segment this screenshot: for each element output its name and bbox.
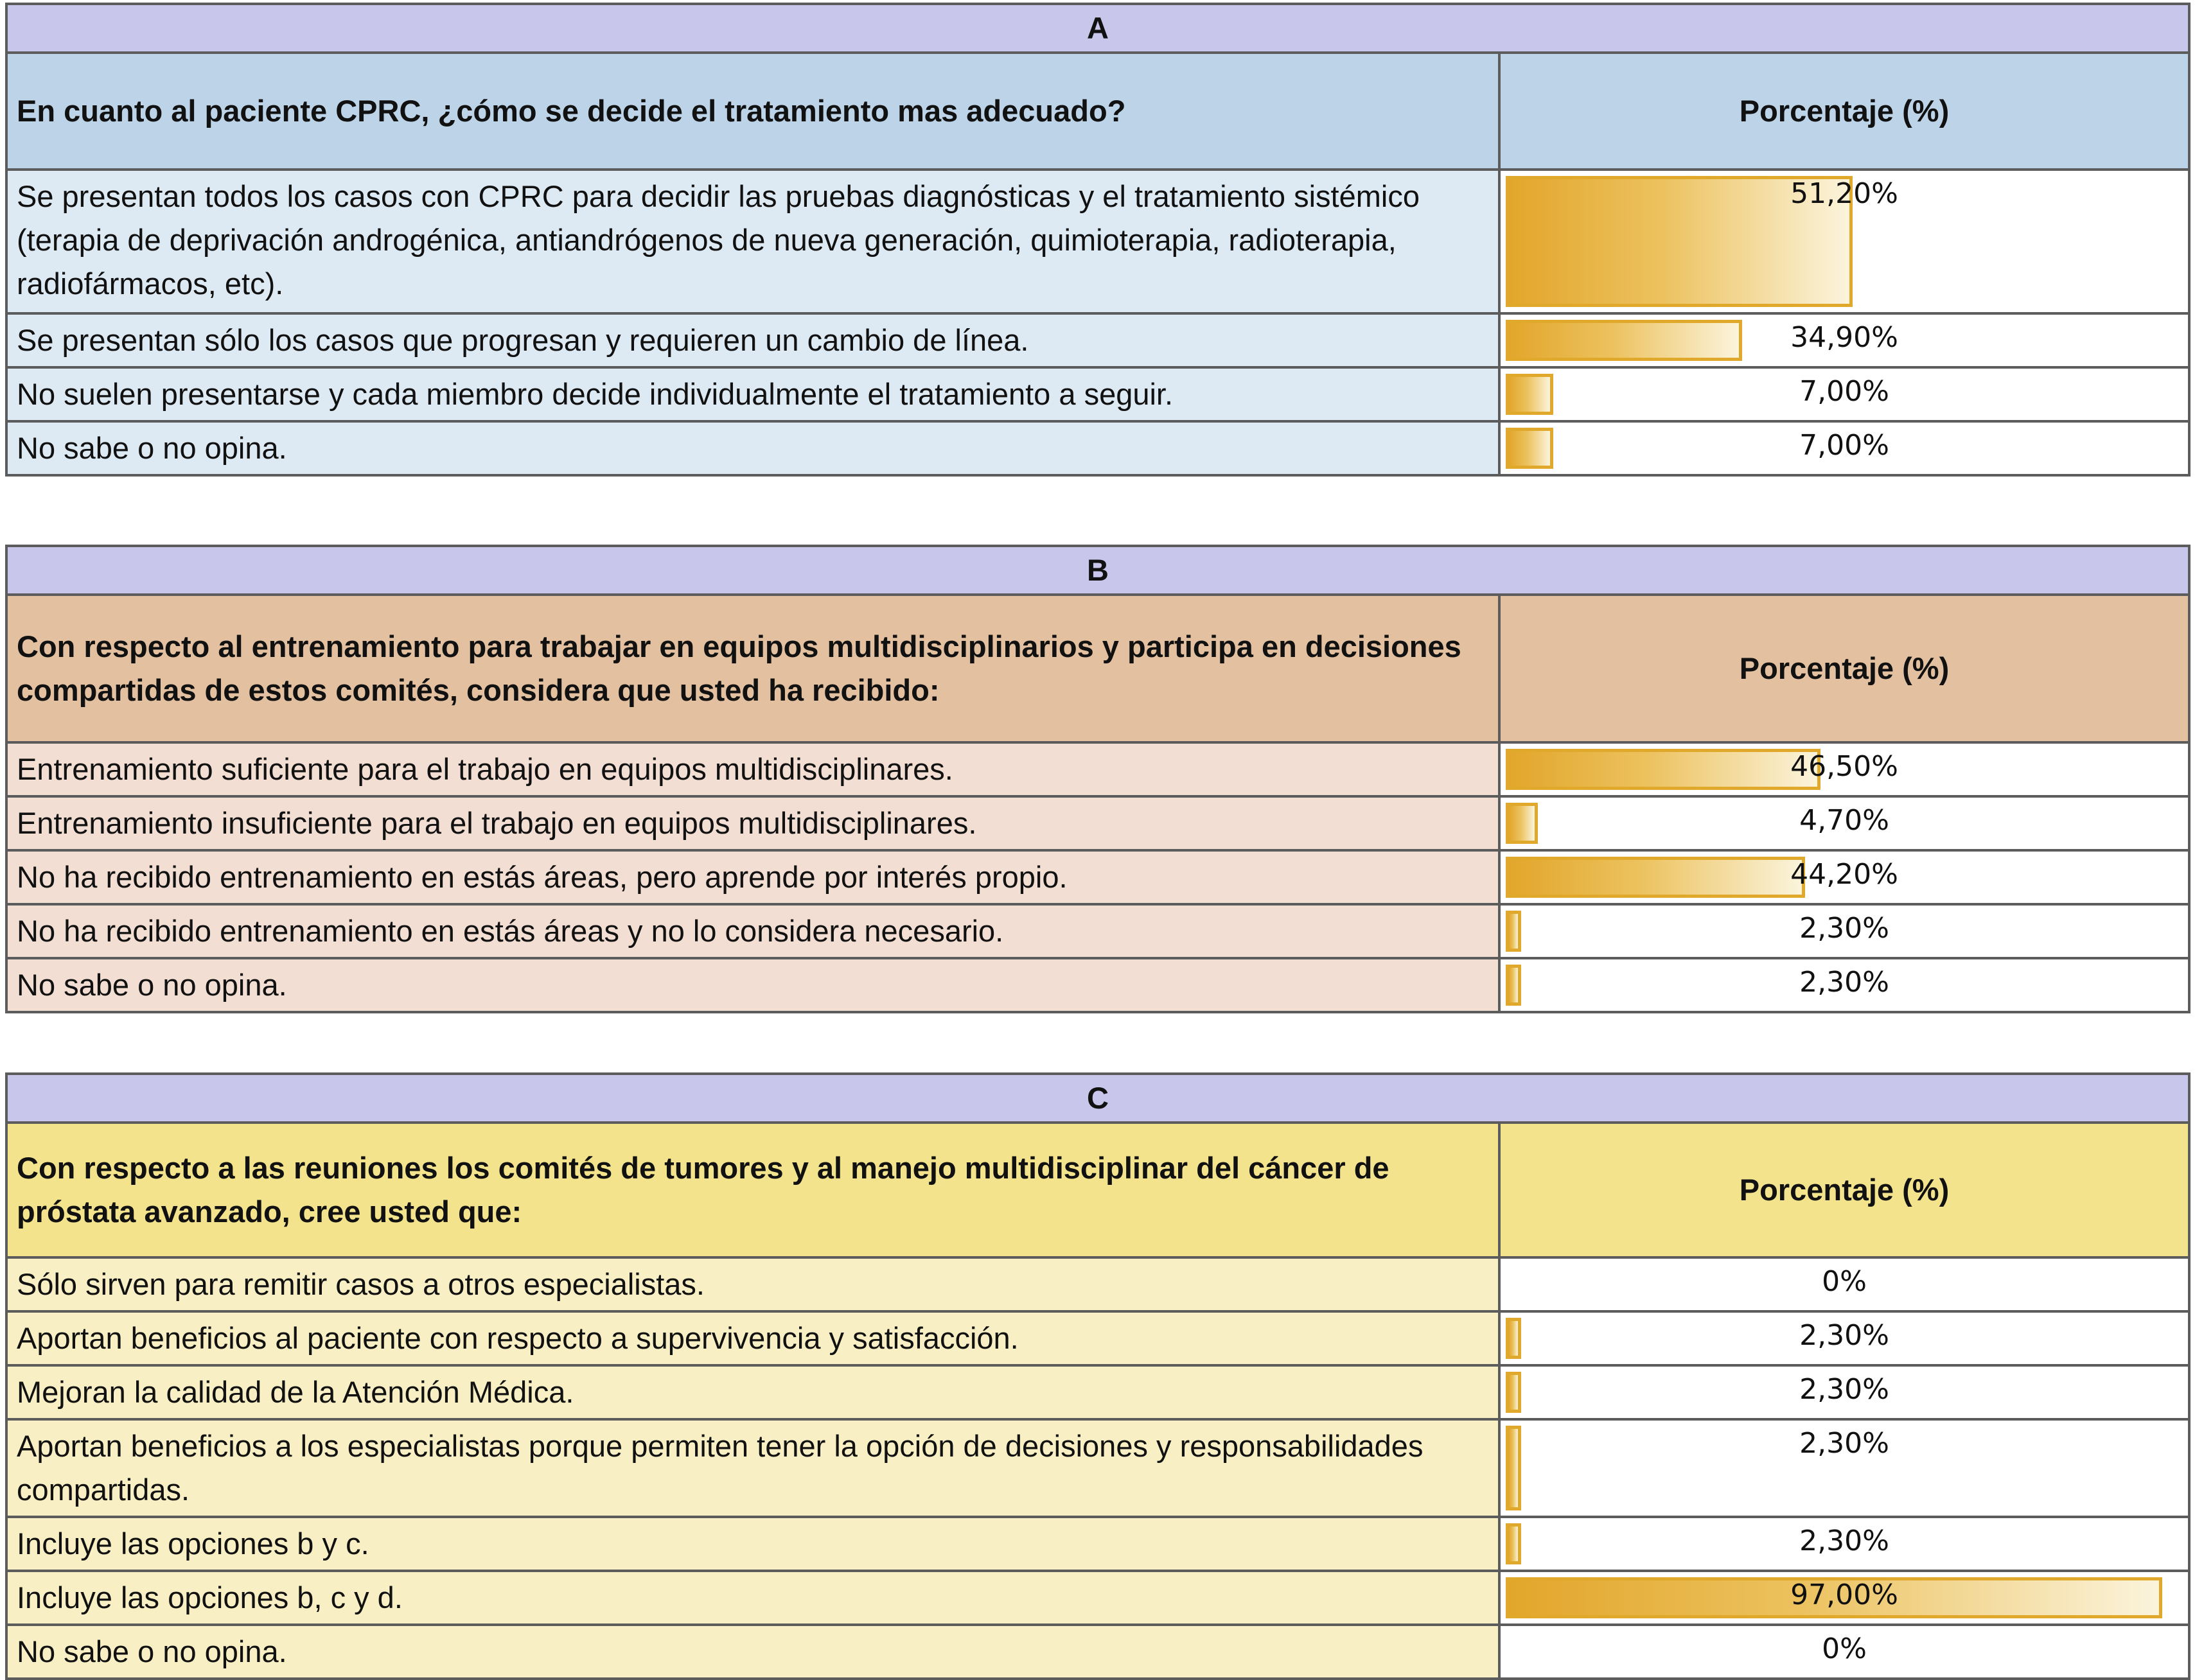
value-cell	[1499, 850, 2189, 904]
question-header: En cuanto al paciente CPRC, ¿cómo se decide el tratamiento mas adecuado?	[6, 53, 1499, 170]
percentage-label: 51,20%	[1790, 177, 1898, 210]
percentage-label: 44,20%	[1790, 858, 1898, 891]
section-letter: B	[6, 546, 2189, 595]
percentage-header: Porcentaje (%)	[1499, 595, 2189, 742]
answer-text: No ha recibido entrenamiento en estás áreas y no lo considera necesario.	[6, 904, 1499, 958]
section-c	[5, 1072, 2191, 1680]
answer-text: Aportan beneficios a los especialistas porque permiten tener la opción de decisiones y responsabilidades compartidas.	[6, 1419, 1499, 1517]
section-a	[5, 3, 2191, 477]
question-header: Con respecto a las reuniones los comités de tumores y al manejo multidisciplinar del cáncer de próstata avanzado, cree usted que:	[6, 1123, 1499, 1257]
percentage-label: 2,30%	[1799, 1319, 1889, 1352]
table-a	[5, 3, 2191, 477]
section-letter: A	[6, 4, 2189, 53]
value-cell	[1499, 904, 2189, 958]
section-b	[5, 545, 2191, 1013]
percentage-label: 4,70%	[1799, 804, 1889, 837]
answer-text: Sólo sirven para remitir casos a otros especialistas.	[6, 1257, 1499, 1311]
value-cell	[1499, 367, 2189, 421]
percentage-label: 7,00%	[1799, 429, 1889, 462]
answer-text: Se presentan sólo los casos que progresan y requieren un cambio de línea.	[6, 313, 1499, 367]
answer-text: Se presentan todos los casos con CPRC para decidir las pruebas diagnósticas y el tratamiento sistémico (terapia de deprivación androgénica, antiandrógenos de nueva generación, quimioterapia, radioterapia, radiofármacos, etc).	[6, 170, 1499, 313]
answer-text: No sabe o no opina.	[6, 1625, 1499, 1679]
percentage-label: 2,30%	[1799, 966, 1889, 999]
value-cell	[1499, 1517, 2189, 1571]
percentage-label: 46,50%	[1790, 750, 1898, 783]
percentage-label: 7,00%	[1799, 375, 1889, 408]
percentage-label: 2,30%	[1799, 1427, 1889, 1460]
value-cell	[1499, 1625, 2189, 1679]
percentage-label: 0%	[1822, 1632, 1867, 1665]
answer-text: No sabe o no opina.	[6, 958, 1499, 1012]
value-cell	[1499, 1571, 2189, 1625]
percentage-label: 2,30%	[1799, 1373, 1889, 1406]
value-cell	[1499, 742, 2189, 796]
percentage-header: Porcentaje (%)	[1499, 1123, 2189, 1257]
answer-text: Entrenamiento suficiente para el trabajo en equipos multidisciplinares.	[6, 742, 1499, 796]
percentage-label: 2,30%	[1799, 912, 1889, 945]
percentage-header: Porcentaje (%)	[1499, 53, 2189, 170]
answer-text: Entrenamiento insuficiente para el trabajo en equipos multidisciplinares.	[6, 796, 1499, 850]
table-b	[5, 545, 2191, 1013]
value-cell	[1499, 313, 2189, 367]
answer-text: Aportan beneficios al paciente con respecto a supervivencia y satisfacción.	[6, 1311, 1499, 1365]
answer-text: Incluye las opciones b, c y d.	[6, 1571, 1499, 1625]
percentage-label: 2,30%	[1799, 1525, 1889, 1557]
percentage-label: 0%	[1822, 1265, 1867, 1298]
table-c	[5, 1072, 2191, 1680]
value-cell	[1499, 421, 2189, 475]
value-cell	[1499, 1365, 2189, 1419]
section-letter: C	[6, 1074, 2189, 1123]
value-cell	[1499, 796, 2189, 850]
answer-text: Mejoran la calidad de la Atención Médica.	[6, 1365, 1499, 1419]
answer-text: No sabe o no opina.	[6, 421, 1499, 475]
answer-text: No suelen presentarse y cada miembro decide individualmente el tratamiento a seguir.	[6, 367, 1499, 421]
answer-text: No ha recibido entrenamiento en estás áreas, pero aprende por interés propio.	[6, 850, 1499, 904]
value-cell	[1499, 1419, 2189, 1517]
value-cell	[1499, 170, 2189, 313]
percentage-label: 34,90%	[1790, 321, 1898, 354]
answer-text: Incluye las opciones b y c.	[6, 1517, 1499, 1571]
percentage-label: 97,00%	[1790, 1579, 1898, 1611]
value-cell	[1499, 958, 2189, 1012]
value-cell	[1499, 1257, 2189, 1311]
question-header: Con respecto al entrenamiento para trabajar en equipos multidisciplinarios y participa en decisiones compartidas de estos comités, considera que usted ha recibido:	[6, 595, 1499, 742]
value-cell	[1499, 1311, 2189, 1365]
